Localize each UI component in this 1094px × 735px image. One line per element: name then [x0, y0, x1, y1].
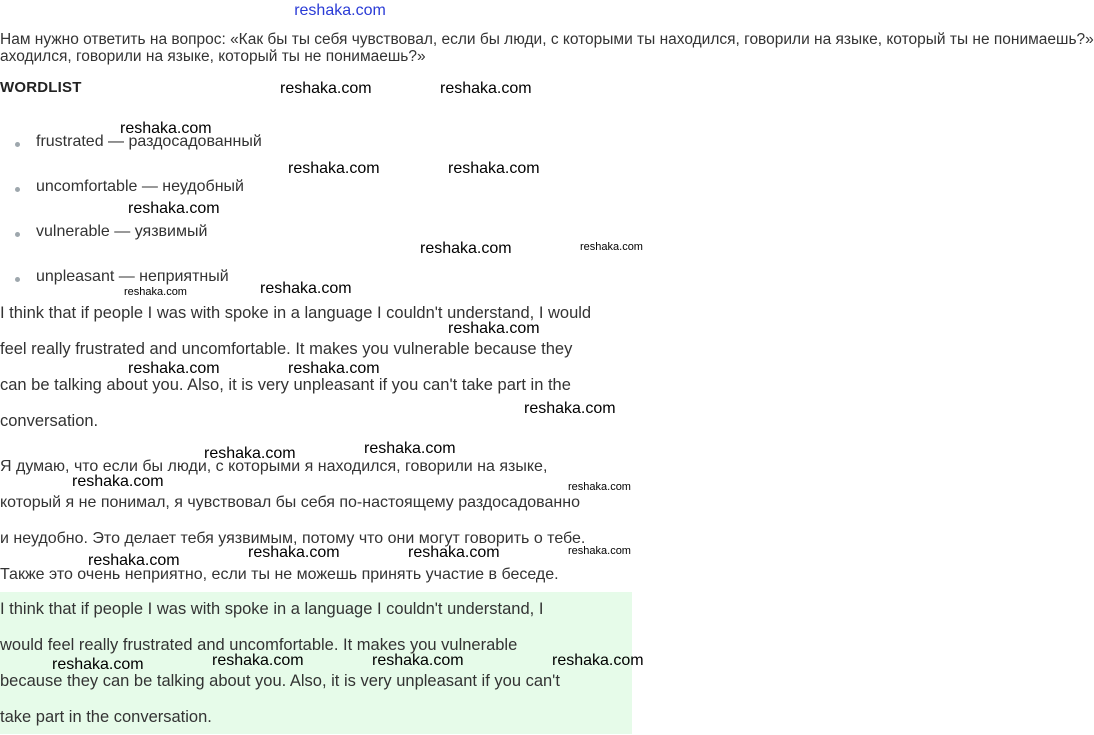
wordlist-item — [15, 223, 207, 241]
watermark: reshaka.com — [212, 652, 304, 669]
watermark: reshaka.com — [372, 652, 464, 669]
watermark: reshaka.com — [248, 544, 340, 561]
watermark: reshaka.com — [568, 545, 631, 557]
answer-english-line: feel really frustrated and uncomfortable. It makes you vulnerable because they — [0, 340, 573, 358]
highlight-english-line: I think that if people I was with spoke in a language I couldn't understand, I — [0, 600, 544, 618]
watermark: reshaka.com — [128, 200, 220, 217]
question-text: Нам нужно ответить на вопрос: «Как бы ты себя чувствовал, если бы люди, с которыми ты находился, говорили на языке, который ты не понимаешь?» — [0, 31, 1094, 48]
answer-english-line: can be talking about you. Also, it is very unpleasant if you can't take part in the — [0, 376, 571, 394]
wordlist-item-text: frustrated — раздосадованный — [36, 133, 262, 150]
answer-russian-line: который я не понимал, я чувствовал бы себя по-настоящему раздосадованно — [0, 494, 580, 511]
watermark: reshaka.com — [364, 440, 456, 457]
highlight-english-line: take part in the conversation. — [0, 708, 212, 726]
wordlist-item-text: unpleasant — неприятный — [36, 268, 229, 285]
question-text-cut-fragment: аходился, говорили на языке, который ты не понимаешь?» — [0, 48, 426, 65]
answer-russian-line: Также это очень неприятно, если ты не можешь принять участие в беседе. — [0, 566, 559, 583]
watermark: reshaka.com — [568, 481, 631, 493]
bullet-icon — [15, 232, 20, 237]
watermark: reshaka.com — [448, 320, 540, 337]
wordlist-item-text: vulnerable — уязвимый — [36, 223, 208, 240]
answer-russian-line: Я думаю, что если бы люди, с которыми я находился, говорили на языке, — [0, 458, 548, 475]
watermark: reshaka.com — [288, 360, 380, 377]
watermark: reshaka.com — [420, 240, 512, 257]
bullet-icon — [15, 142, 20, 147]
watermark: reshaka.com — [124, 286, 187, 298]
watermark: reshaka.com — [204, 445, 296, 462]
wordlist-item-text: uncomfortable — неудобный — [36, 178, 244, 195]
watermark: reshaka.com — [120, 120, 212, 137]
watermark: reshaka.com — [440, 80, 532, 97]
answer-english-line: conversation. — [0, 412, 99, 430]
watermark: reshaka.com — [88, 552, 180, 569]
watermark: reshaka.com — [552, 652, 644, 669]
wordlist-item — [15, 268, 229, 286]
bullet-icon — [15, 187, 20, 192]
watermark: reshaka.com — [128, 360, 220, 377]
bullet-icon — [15, 277, 20, 282]
wordlist-item — [15, 133, 262, 151]
watermark: reshaka.com — [280, 80, 372, 97]
answer-russian-line: и неудобно. Это делает тебя уязвимым, потому что они могут говорить о тебе. — [0, 530, 586, 547]
watermark: reshaka.com — [260, 280, 352, 297]
wordlist-item — [15, 178, 244, 196]
highlight-english — [0, 591, 680, 735]
site-logo[interactable]: reshaka.com — [294, 2, 386, 19]
watermark: reshaka.com — [580, 241, 643, 253]
watermark: reshaka.com — [288, 160, 380, 177]
wordlist-title: WORDLIST — [0, 79, 82, 96]
watermark: reshaka.com — [72, 473, 164, 490]
answer-english-line: I think that if people I was with spoke in a language I couldn't understand, I would — [0, 304, 592, 322]
highlight-english-line: would feel really frustrated and uncomfortable. It makes you vulnerable — [0, 636, 518, 654]
watermark: reshaka.com — [52, 656, 144, 673]
question-text-cut-line — [0, 48, 680, 70]
answer-russian — [0, 449, 680, 593]
answer-english — [0, 295, 680, 439]
watermark: reshaka.com — [524, 400, 616, 417]
watermark: reshaka.com — [408, 544, 500, 561]
highlight-english-line: because they can be talking about you. Also, it is very unpleasant if you can't — [0, 672, 560, 690]
watermark: reshaka.com — [448, 160, 540, 177]
